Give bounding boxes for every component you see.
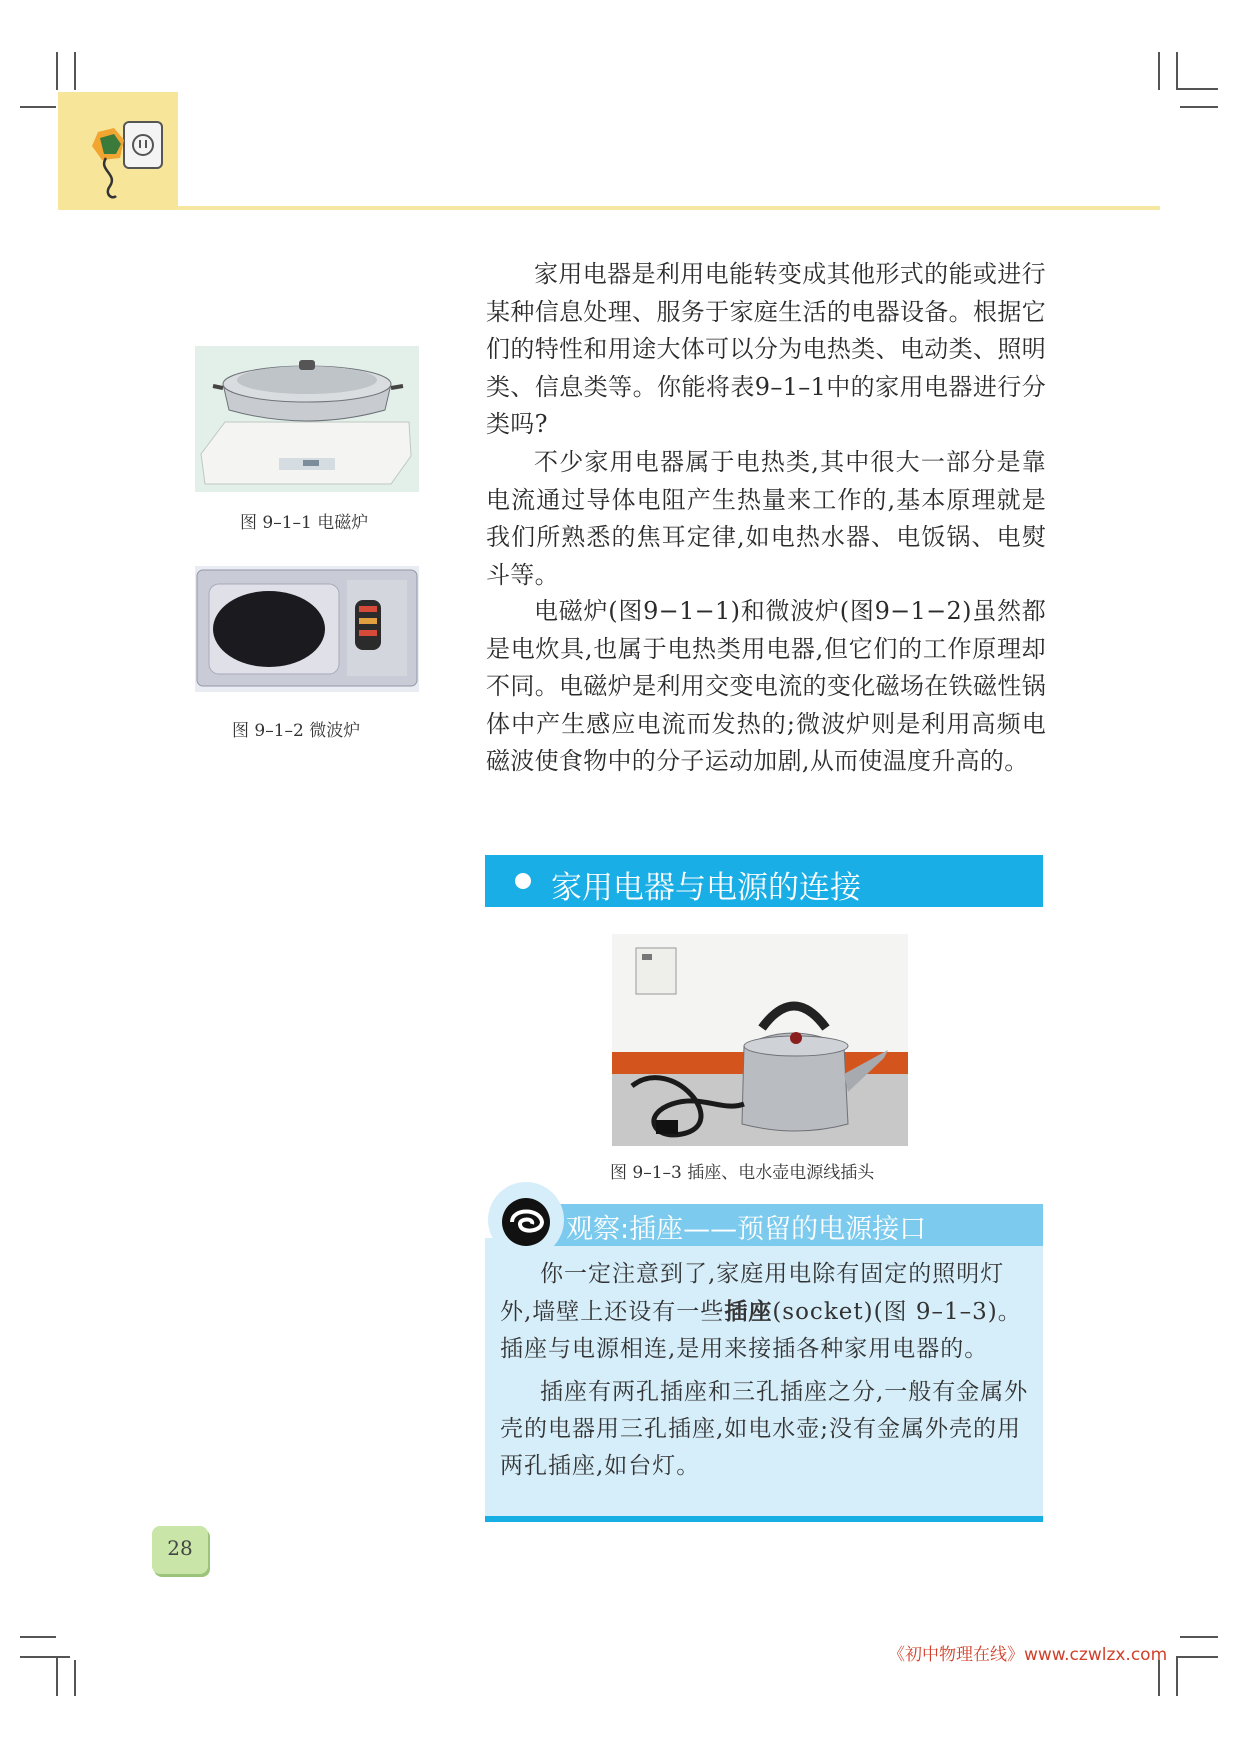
body-paragraph: 不少家用电器属于电热类,其中很大一部分是靠电流通过导体电阻产生热量来工作的,基本原理就是我们所熟悉的焦耳定律,如电热水器、电饭锅、电熨斗等。	[486, 448, 1046, 589]
section-banner	[485, 855, 1043, 907]
header-rule	[178, 206, 1160, 210]
figure-kettle-socket	[612, 934, 908, 1146]
figure-caption: 图 9–1–2 微波炉	[232, 721, 361, 741]
figure-microwave	[195, 566, 419, 692]
crop-mark	[1176, 1656, 1178, 1696]
crop-mark	[56, 1656, 58, 1696]
crop-mark	[1176, 1656, 1218, 1658]
figure-caption: 图 9–1–1 电磁炉	[240, 513, 369, 533]
figure-induction-cooker	[195, 346, 419, 492]
observe-paragraph: 你一定注意到了,家庭用电除有固定的照明灯外,墙壁上还设有一些插座(socket)(图 9–1–3)。插座与电源相连,是用来接插各种家用电器的。	[500, 1261, 1022, 1362]
crop-mark	[1158, 52, 1160, 90]
observe-paragraph: 插座有两孔插座和三孔插座之分,一般有金属外壳的电器用三孔插座,如电水壶;没有金属外壳的用两孔插座,如台灯。	[500, 1379, 1029, 1479]
figure-caption: 图 9–1–3 插座、电水壶电源线插头	[610, 1163, 875, 1183]
bullet-dot-icon	[515, 873, 531, 889]
crop-mark	[74, 52, 76, 90]
crop-mark	[20, 1636, 56, 1638]
crop-mark	[1180, 1636, 1218, 1638]
body-paragraph: 电磁炉(图9−1−1)和微波炉(图9−1−2)虽然都是电炊具,也属于电热类用电器,但它们的工作原理却不同。电磁炉是利用交变电流的变化磁场在铁磁性锅体中产生感应电流而发热的;微波炉则是利用高频电磁波使食物中的分子运动加剧,从而使温度升高的。	[486, 597, 1046, 775]
crop-mark	[1178, 88, 1218, 90]
crop-mark	[20, 106, 56, 108]
crop-mark	[56, 52, 58, 90]
crop-mark	[1180, 106, 1218, 108]
footer-watermark: 《初中物理在线》www.czwlzx.com	[888, 1645, 1168, 1665]
keyword-socket: 插座	[724, 1298, 773, 1325]
body-paragraph: 家用电器是利用电能转变成其他形式的能或进行某种信息处理、服务于家庭生活的电器设备。根据它们的特性和用途大体可以分为电热类、电动类、照明类、信息类等。你能将表9–1–1中的家用电器进行分类吗?	[486, 260, 1046, 438]
observe-title: 观察:插座——预留的电源接口	[566, 1214, 927, 1245]
plug-socket-icon	[88, 114, 172, 204]
section-title: 家用电器与电源的连接	[551, 870, 861, 906]
crop-mark	[1158, 1660, 1160, 1696]
page-number: 28	[167, 1536, 193, 1560]
observe-eye-icon	[486, 1180, 566, 1260]
crop-mark	[20, 1656, 70, 1658]
crop-mark	[1176, 52, 1178, 90]
crop-mark	[74, 1660, 76, 1696]
page-number-badge	[152, 1526, 208, 1574]
observe-bottom-rule	[485, 1516, 1043, 1522]
